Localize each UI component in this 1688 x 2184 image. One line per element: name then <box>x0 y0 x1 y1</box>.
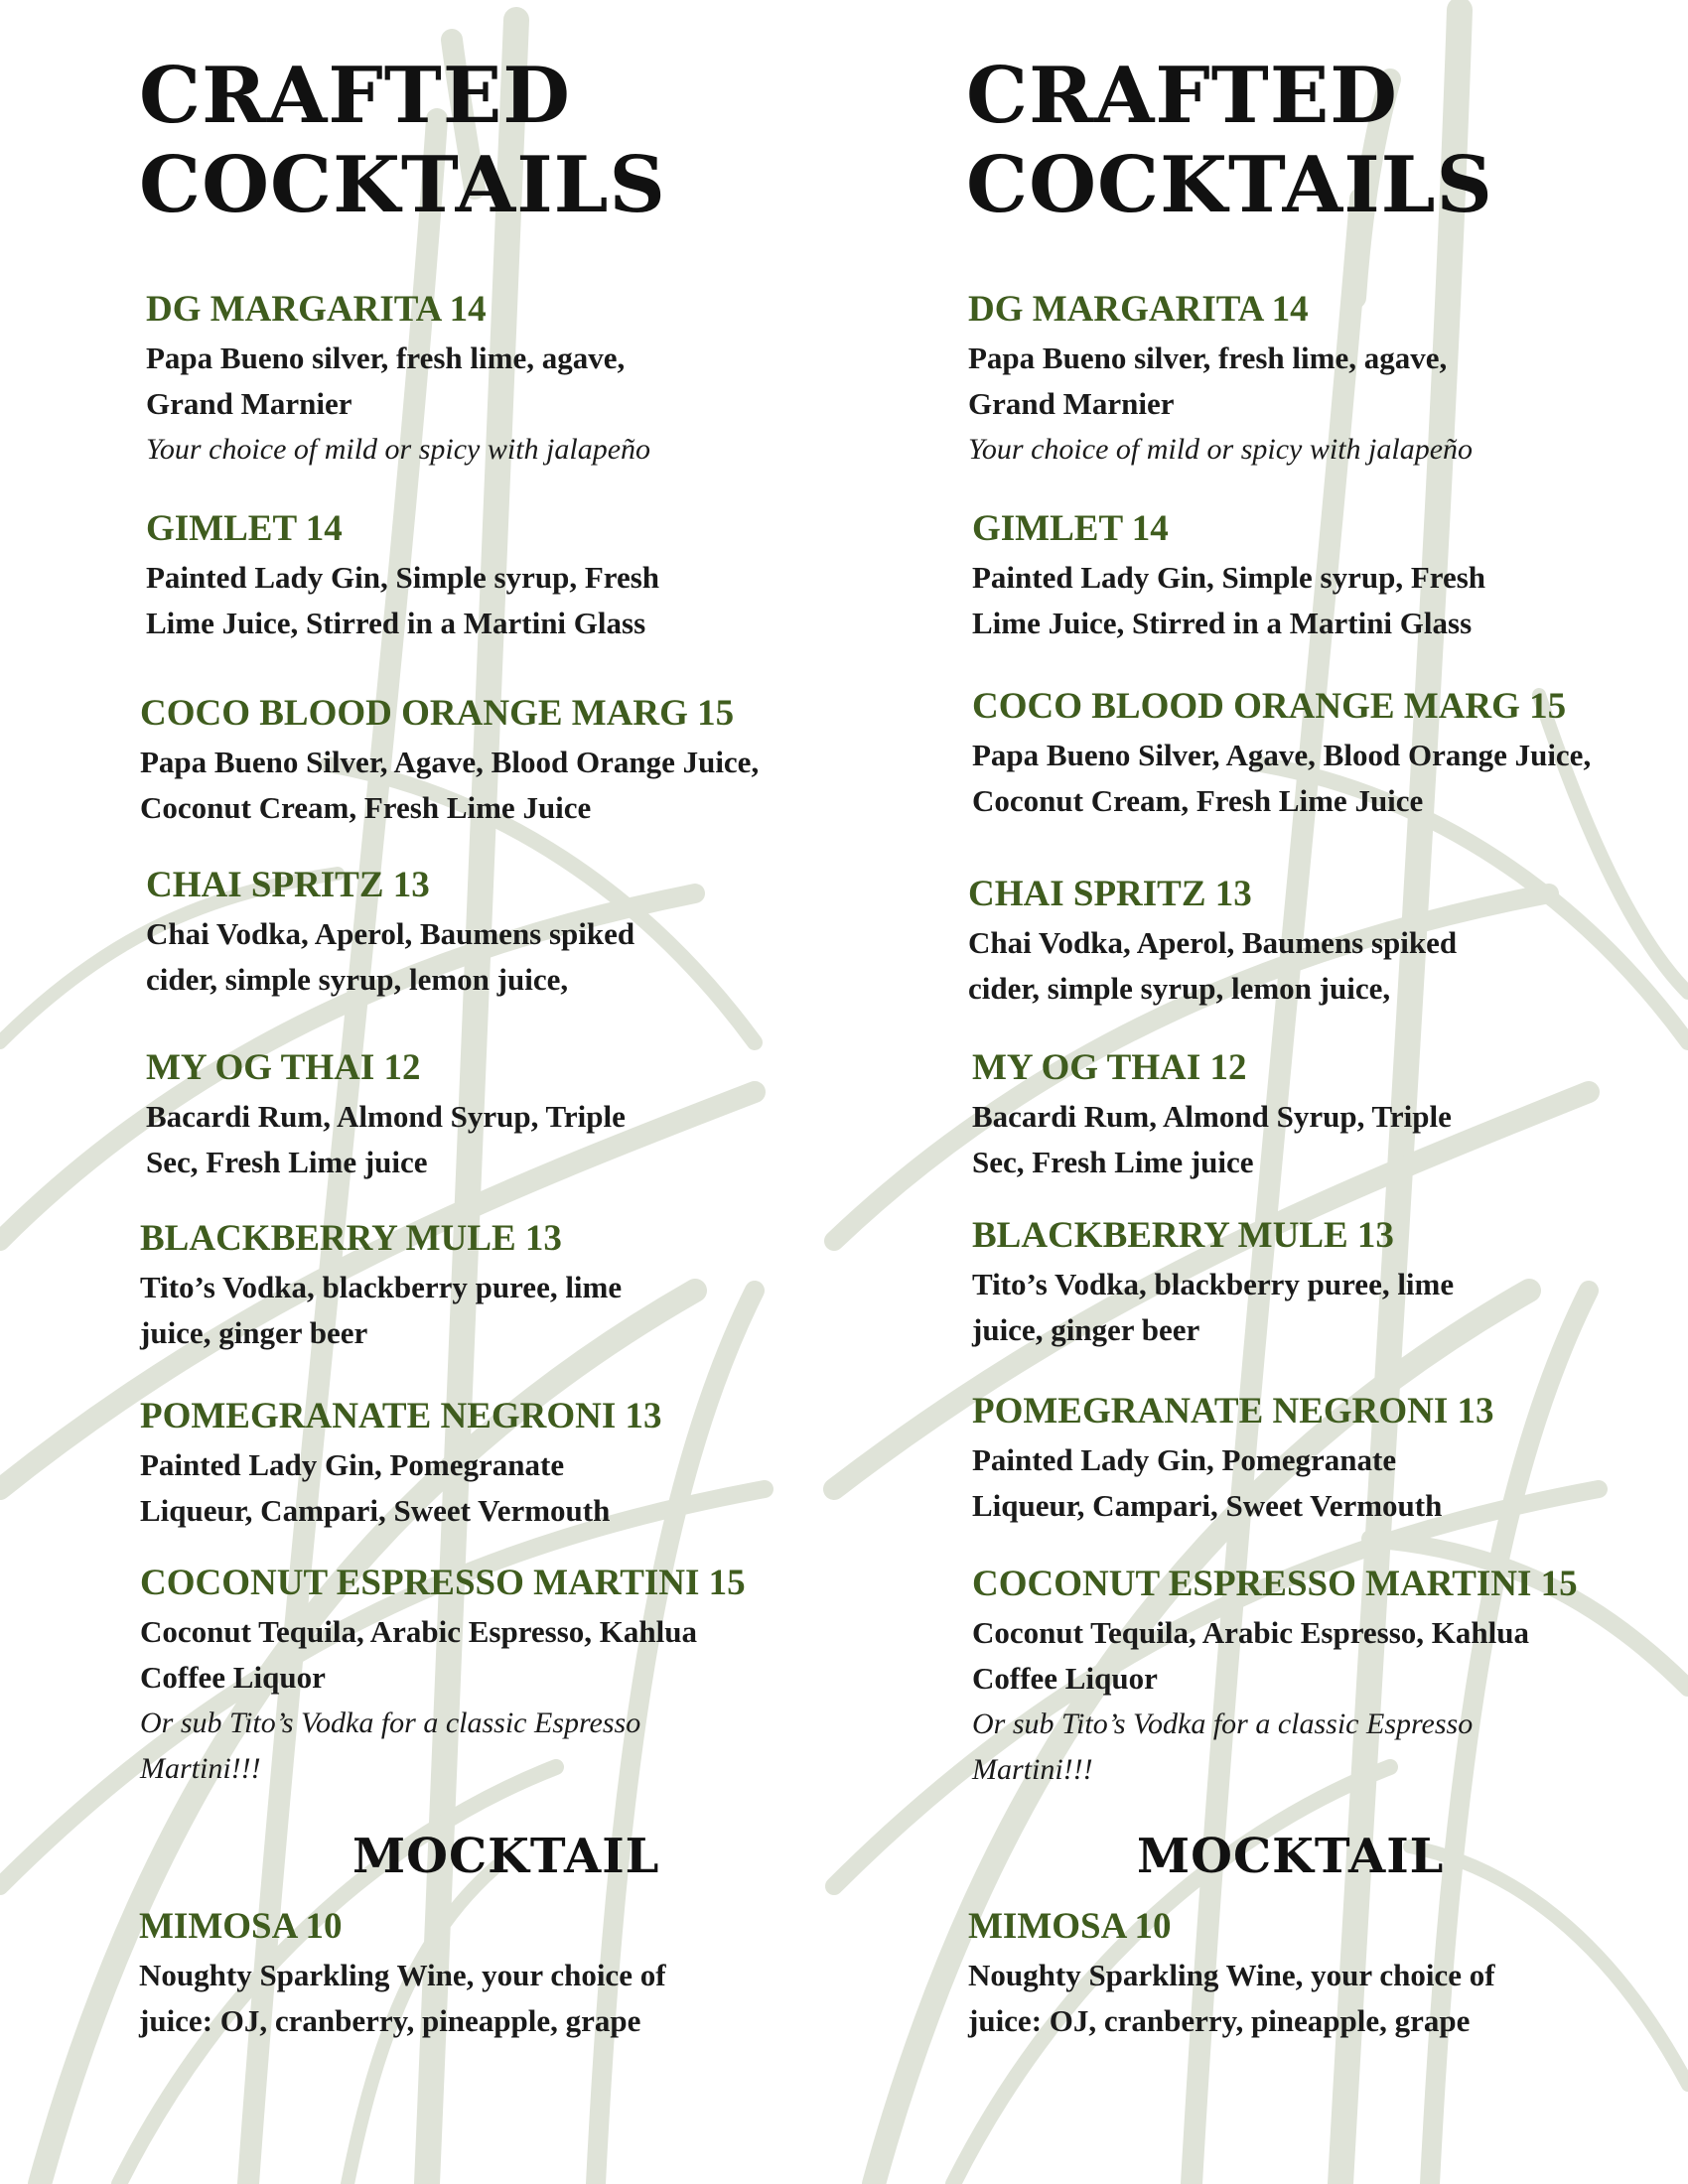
item-name: COCONUT ESPRESSO MARTINI 15 <box>140 1563 746 1603</box>
item-description <box>972 1437 1688 1529</box>
item-description <box>972 1094 1688 1185</box>
item-name: CHAI SPRITZ 13 <box>968 874 1252 914</box>
item-description-line: Coconut Cream, Fresh Lime Juice <box>140 790 592 825</box>
item-description-line: Liqueur, Campari, Sweet Vermouth <box>972 1488 1443 1523</box>
item-description-line: Painted Lady Gin, Simple syrup, Fresh <box>972 560 1486 595</box>
item-description-line: Tito’s Vodka, blackberry puree, lime <box>972 1267 1455 1301</box>
menu-item <box>972 507 1688 646</box>
menu-item <box>968 1905 1688 2044</box>
menu-item <box>972 685 1688 824</box>
menu-item <box>140 1217 895 1356</box>
item-description-line: Coconut Tequila, Arabic Espresso, Kahlua <box>972 1615 1530 1650</box>
item-description-line: Papa Bueno Silver, Agave, Blood Orange Juice, <box>972 738 1592 772</box>
item-description <box>972 1610 1688 1702</box>
item-description-line: juice: OJ, cranberry, pineapple, grape <box>968 2003 1471 2038</box>
menu-item <box>146 1046 901 1185</box>
menu-title-line2: COCKTAILS <box>139 140 666 230</box>
item-name: BLACKBERRY MULE 13 <box>140 1218 562 1259</box>
item-note-line: Martini!!! <box>140 1752 261 1785</box>
item-note-line: Or sub Tito’s Vodka for a classic Espresso <box>140 1706 641 1739</box>
item-description-line: Coconut Cream, Fresh Lime Juice <box>972 783 1424 818</box>
item-name: COCONUT ESPRESSO MARTINI 15 <box>972 1564 1578 1604</box>
menu-title <box>966 52 1493 230</box>
item-name: GIMLET 14 <box>972 508 1169 549</box>
menu-item <box>146 288 901 473</box>
menu-item <box>972 1214 1688 1353</box>
item-description <box>139 1953 894 2044</box>
item-name: BLACKBERRY MULE 13 <box>972 1215 1394 1256</box>
item-description-line: cider, simple syrup, lemon juice, <box>146 962 569 997</box>
item-description-line: juice, ginger beer <box>140 1315 368 1350</box>
menu-item <box>146 507 901 646</box>
menu-title <box>139 52 666 230</box>
menu-item <box>972 1046 1688 1185</box>
item-description-line: cider, simple syrup, lemon juice, <box>968 971 1391 1006</box>
item-name: COCO BLOOD ORANGE MARG 15 <box>140 693 735 734</box>
item-name: COCO BLOOD ORANGE MARG 15 <box>972 686 1567 727</box>
menu-column-right <box>827 0 1688 2184</box>
item-description-line: Coffee Liquor <box>972 1661 1158 1696</box>
item-description-line: Coffee Liquor <box>140 1660 326 1695</box>
item-description-line: Liqueur, Campari, Sweet Vermouth <box>140 1493 611 1528</box>
item-name: POMEGRANATE NEGRONI 13 <box>140 1396 662 1436</box>
item-name: MIMOSA 10 <box>139 1906 343 1947</box>
item-description-line: juice: OJ, cranberry, pineapple, grape <box>139 2003 641 2038</box>
item-description-line: Sec, Fresh Lime juice <box>146 1145 428 1179</box>
item-description-line: Lime Juice, Stirred in a Martini Glass <box>146 606 646 640</box>
menu-item <box>968 873 1688 1012</box>
menu-item <box>968 288 1688 473</box>
item-description <box>140 740 895 831</box>
item-description <box>146 336 901 427</box>
menu-item <box>139 1905 894 2044</box>
item-note <box>972 1702 1688 1793</box>
item-name: DG MARGARITA 14 <box>146 289 487 330</box>
menu-title-line1: CRAFTED <box>966 51 1398 141</box>
item-description-line: Painted Lady Gin, Pomegranate <box>140 1447 565 1482</box>
item-description-line: Painted Lady Gin, Pomegranate <box>972 1442 1397 1477</box>
item-description <box>140 1442 895 1534</box>
item-description-line: Bacardi Rum, Almond Syrup, Triple <box>146 1099 626 1134</box>
item-name: DG MARGARITA 14 <box>968 289 1309 330</box>
item-note-line: Martini!!! <box>972 1753 1093 1786</box>
item-description <box>968 920 1688 1012</box>
menu-item <box>140 1562 895 1792</box>
item-description-line: Chai Vodka, Aperol, Baumens spiked <box>968 925 1458 960</box>
item-name: CHAI SPRITZ 13 <box>146 865 430 905</box>
item-description-line: Noughty Sparkling Wine, your choice of <box>968 1958 1495 1992</box>
item-note: Your choice of mild or spicy with jalapeño <box>968 433 1474 466</box>
item-description-line: Grand Marnier <box>146 386 352 421</box>
item-description <box>140 1265 895 1356</box>
menu-item <box>972 1390 1688 1529</box>
item-description <box>146 555 901 646</box>
menu-item <box>140 1395 895 1534</box>
item-description <box>972 1262 1688 1353</box>
mocktail-heading: MOCKTAIL <box>1137 1829 1445 1884</box>
item-description-line: Grand Marnier <box>968 386 1175 421</box>
menu-item <box>140 692 895 831</box>
item-name: MY OG THAI 12 <box>146 1047 421 1088</box>
item-description-line: Papa Bueno silver, fresh lime, agave, <box>968 341 1448 375</box>
item-name: GIMLET 14 <box>146 508 343 549</box>
menu-title-line1: CRAFTED <box>139 51 571 141</box>
item-description-line: Coconut Tequila, Arabic Espresso, Kahlua <box>140 1614 698 1649</box>
item-name: MIMOSA 10 <box>968 1906 1172 1947</box>
menu-item <box>146 864 901 1003</box>
item-name: MY OG THAI 12 <box>972 1047 1247 1088</box>
item-description <box>968 336 1688 427</box>
item-description-line: Papa Bueno Silver, Agave, Blood Orange Juice, <box>140 745 760 779</box>
item-description <box>146 911 901 1003</box>
item-description <box>972 555 1688 646</box>
item-description <box>140 1609 895 1701</box>
item-note <box>140 1701 895 1792</box>
item-description <box>972 733 1688 824</box>
item-description-line: Sec, Fresh Lime juice <box>972 1145 1254 1179</box>
menu-item <box>972 1563 1688 1793</box>
item-description-line: Chai Vodka, Aperol, Baumens spiked <box>146 916 635 951</box>
item-description-line: Papa Bueno silver, fresh lime, agave, <box>146 341 626 375</box>
item-description-line: Lime Juice, Stirred in a Martini Glass <box>972 606 1473 640</box>
item-description-line: juice, ginger beer <box>972 1312 1200 1347</box>
item-description-line: Noughty Sparkling Wine, your choice of <box>139 1958 666 1992</box>
mocktail-heading: MOCKTAIL <box>352 1829 660 1884</box>
menu-title-line2: COCKTAILS <box>966 140 1493 230</box>
item-name: POMEGRANATE NEGRONI 13 <box>972 1391 1494 1432</box>
item-note: Your choice of mild or spicy with jalapeño <box>146 433 651 466</box>
item-note-line: Or sub Tito’s Vodka for a classic Espresso <box>972 1707 1474 1740</box>
item-description-line: Painted Lady Gin, Simple syrup, Fresh <box>146 560 660 595</box>
item-description <box>146 1094 901 1185</box>
item-description <box>968 1953 1688 2044</box>
item-description-line: Tito’s Vodka, blackberry puree, lime <box>140 1270 623 1304</box>
item-description-line: Bacardi Rum, Almond Syrup, Triple <box>972 1099 1452 1134</box>
